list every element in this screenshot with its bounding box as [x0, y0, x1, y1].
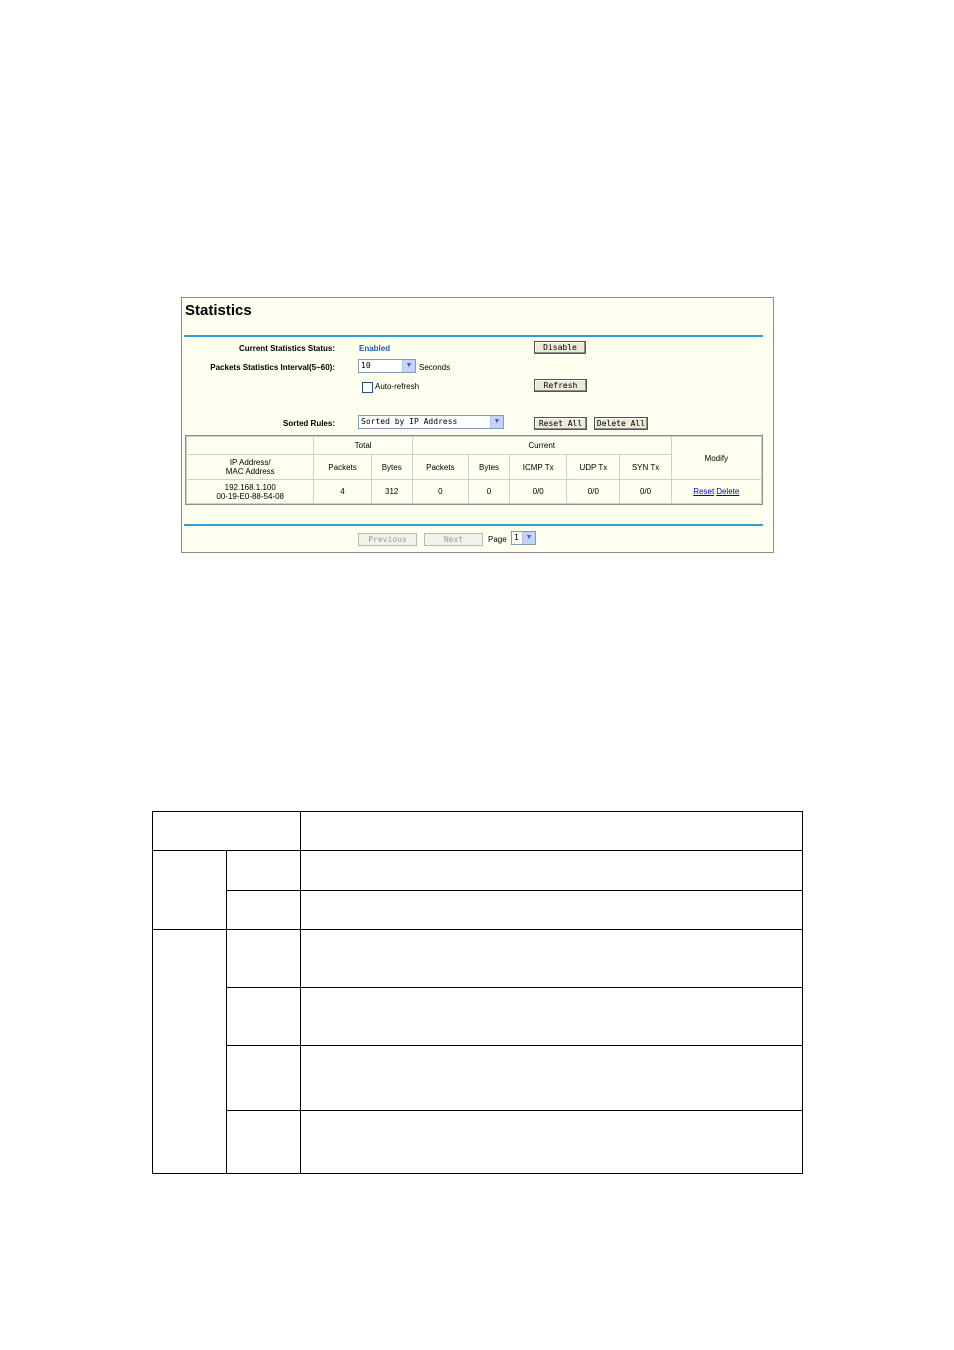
desc-cell — [153, 812, 301, 851]
page-title: Statistics — [185, 302, 252, 319]
reset-all-button[interactable]: Reset All — [534, 417, 587, 430]
row-mac: 00-19-E0-88-54-08 — [216, 491, 285, 501]
header-syn: SYN Tx — [620, 455, 671, 480]
desc-cell — [227, 988, 301, 1046]
page-label: Page — [488, 535, 507, 544]
header-current: Current — [412, 437, 671, 455]
desc-cell — [301, 1111, 803, 1174]
desc-cell — [227, 930, 301, 988]
interval-select[interactable] — [358, 359, 416, 373]
chevron-down-icon: ▼ — [490, 416, 503, 428]
desc-cell — [301, 988, 803, 1046]
interval-value: 10 — [361, 361, 371, 370]
desc-cell — [153, 930, 227, 1174]
delete-all-button[interactable]: Delete All — [594, 417, 648, 430]
statistics-table — [186, 436, 762, 504]
chevron-down-icon: ▼ — [402, 360, 415, 372]
row-modify — [671, 480, 761, 504]
header-ip: IP Address/ — [229, 458, 271, 467]
seconds-label: Seconds — [419, 363, 451, 372]
sorted-rules-value: Sorted by IP Address — [361, 417, 458, 426]
row-current-packets: 0 — [412, 480, 468, 504]
desc-cell — [301, 930, 803, 988]
row-icmp: 0/0 — [510, 480, 567, 504]
header-mac: MAC Address — [225, 467, 275, 476]
desc-cell — [153, 851, 227, 930]
desc-cell — [301, 891, 803, 930]
header-current-bytes: Bytes — [468, 455, 509, 480]
row-ip-mac — [187, 480, 314, 504]
header-modify: Modify — [671, 437, 761, 480]
row-syn: 0/0 — [620, 480, 671, 504]
interval-label: Packets Statistics Interval(5~60): — [210, 363, 335, 372]
row-total-packets: 4 — [314, 480, 371, 504]
header-blank — [187, 437, 314, 455]
autorefresh-label: Auto-refresh — [375, 382, 420, 391]
divider-bottom — [184, 524, 763, 526]
previous-button[interactable]: Previous — [358, 533, 417, 546]
divider-top — [184, 335, 763, 337]
refresh-button[interactable]: Refresh — [534, 379, 587, 392]
row-total-bytes: 312 — [371, 480, 412, 504]
desc-cell — [227, 1046, 301, 1111]
reset-link[interactable]: Reset — [693, 487, 715, 496]
status-value: Enabled — [359, 344, 391, 353]
page-value: 1 — [514, 533, 519, 542]
status-label: Current Statistics Status: — [238, 344, 335, 353]
header-ip-mac — [187, 455, 314, 480]
chevron-down-icon: ▼ — [522, 532, 535, 544]
description-table — [152, 811, 803, 1174]
header-total-packets: Packets — [314, 455, 371, 480]
disable-button[interactable]: Disable — [534, 341, 586, 354]
delete-link[interactable]: Delete — [716, 487, 740, 496]
desc-cell — [301, 851, 803, 891]
row-ip: 192.168.1.100 — [224, 482, 276, 492]
sorted-rules-label: Sorted Rules: — [282, 419, 335, 428]
header-icmp: ICMP Tx — [510, 455, 567, 480]
header-udp: UDP Tx — [567, 455, 620, 480]
autorefresh-checkbox[interactable] — [362, 382, 373, 393]
desc-cell — [227, 851, 301, 891]
desc-cell — [227, 1111, 301, 1174]
statistics-panel — [181, 297, 774, 553]
sorted-rules-select[interactable] — [358, 415, 504, 429]
desc-cell — [301, 1046, 803, 1111]
desc-cell — [227, 891, 301, 930]
page-select[interactable] — [511, 531, 536, 545]
table-row — [187, 480, 762, 504]
next-button[interactable]: Next — [424, 533, 483, 546]
row-udp: 0/0 — [567, 480, 620, 504]
row-current-bytes: 0 — [468, 480, 509, 504]
header-total: Total — [314, 437, 412, 455]
header-current-packets: Packets — [412, 455, 468, 480]
desc-cell — [301, 812, 803, 851]
header-total-bytes: Bytes — [371, 455, 412, 480]
